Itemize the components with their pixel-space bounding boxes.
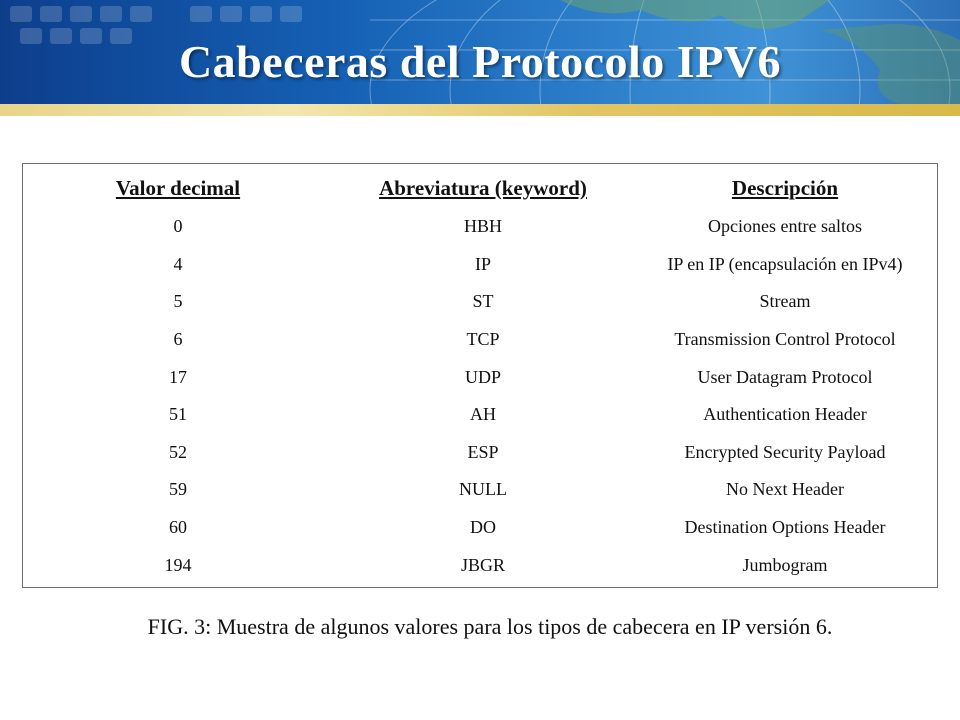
cell-value: 59 [169,479,187,500]
cell-keyword: AH [470,404,496,425]
cell-keyword: NULL [459,479,507,500]
cell-value: 194 [164,554,192,575]
table-row [23,509,937,547]
cell-keyword: DO [470,517,496,538]
column-header-valor: Valor decimal [115,175,241,200]
table-row [23,471,937,509]
cell-keyword: TCP [466,329,500,350]
cell-description: Transmission Control Protocol [674,329,896,350]
cell-keyword: HBH [463,216,502,237]
cell-keyword: IP [474,253,491,274]
table-header-row [23,168,937,208]
cell-description: User Datagram Protocol [697,366,873,387]
cell-description: Opciones entre saltos [708,216,862,237]
table-row [23,396,937,434]
table-row [23,434,937,472]
cell-value: 52 [169,441,187,462]
cell-keyword: ESP [467,441,499,462]
divider-band [0,104,960,116]
cell-description: IP en IP (encapsulación en IPv4) [667,253,903,274]
cell-description: Authentication Header [703,404,867,425]
cell-value: 4 [173,253,183,274]
header-banner [0,0,960,104]
cell-value: 60 [169,517,187,538]
column-header-abreviatura: Abreviatura (keyword) [379,175,587,200]
cell-description: Encrypted Security Payload [684,441,886,462]
cell-value: 5 [173,291,183,312]
table-row [23,358,937,396]
keyword-table [23,168,937,584]
column-header-descripcion: Descripción [731,175,839,200]
table-row [23,246,937,284]
cell-description: Jumbogram [742,554,828,575]
page-title: Cabeceras del Protocolo IPV6 [178,36,782,87]
cell-keyword: JBGR [460,554,505,575]
figure-caption: FIG. 3: Muestra de algunos valores para los tipos de cabecera en IP versión 6. [147,614,833,639]
table-row [23,321,937,359]
cell-value: 17 [169,366,187,387]
cell-description: Destination Options Header [684,517,886,538]
table-row [23,283,937,321]
cell-description: No Next Header [726,479,844,500]
table-row [23,546,937,584]
table-row [23,208,937,246]
cell-description: Stream [759,291,811,312]
cell-value: 0 [173,216,183,237]
cell-value: 6 [173,329,183,350]
cell-keyword: UDP [464,366,501,387]
cell-keyword: ST [472,291,494,312]
cell-value: 51 [169,404,187,425]
table-frame [22,163,938,588]
